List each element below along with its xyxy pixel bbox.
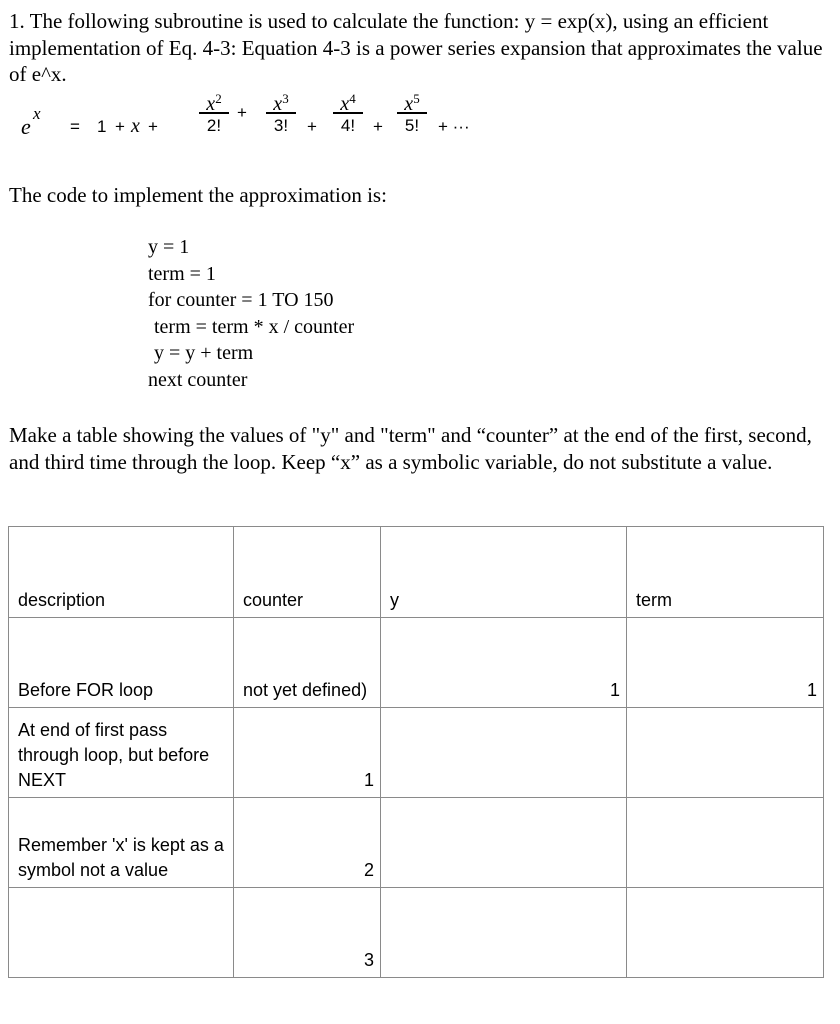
cell-description: Remember 'x' is kept as a symbol not a value: [9, 798, 234, 888]
formula-plus: +: [307, 117, 317, 136]
instructions-text: Make a table showing the values of "y" and "term" and “counter” at the end of the first, second, and third time through the loop. Keep “x” as a symbolic variable, do not substitute a value.: [9, 423, 812, 474]
formula-e: e: [21, 114, 31, 139]
question-text: 1. The following subroutine is used to calculate the function: y = exp(x), using an efficient implementation of Eq. 4-3: Equation 4-3 is a power series expansion that approximates the value of e^x.: [9, 9, 823, 86]
cell-description: [9, 888, 234, 978]
term-base: x: [340, 93, 350, 115]
term-power: 3: [282, 91, 289, 106]
cell-y[interactable]: [381, 708, 627, 798]
term-base: x: [404, 93, 414, 115]
formula-term-2: [199, 89, 229, 136]
term-power: 5: [413, 91, 420, 106]
term-base: x: [206, 93, 216, 115]
term-denominator: 4!: [340, 115, 356, 135]
cell-description: Before FOR loop: [9, 618, 234, 708]
table-row: [9, 798, 824, 888]
power-series-formula: [0, 86, 520, 166]
cell-y[interactable]: 1: [381, 618, 627, 708]
code-intro-text: The code to implement the approximation is:: [9, 183, 387, 207]
cell-counter: 2: [234, 798, 381, 888]
cell-y[interactable]: [381, 798, 627, 888]
cell-term[interactable]: 1: [627, 618, 824, 708]
cell-term[interactable]: [627, 798, 824, 888]
code-line: y = y + term: [154, 342, 254, 365]
formula-plus: +: [373, 117, 383, 136]
code-line: y = 1: [148, 236, 190, 258]
code-line: for counter = 1 TO 150: [148, 289, 334, 312]
formula-term-4: [333, 89, 363, 136]
cell-term[interactable]: [627, 888, 824, 978]
cell-counter: not yet defined): [234, 618, 381, 708]
table-row: [9, 888, 824, 978]
formula-plus: +: [148, 117, 158, 136]
cell-description: At end of first pass through loop, but before NEXT: [9, 708, 234, 798]
formula-equals: =: [70, 117, 80, 136]
header-term: term: [627, 527, 824, 618]
term-denominator: 5!: [404, 115, 420, 135]
term-denominator: 3!: [273, 115, 289, 135]
code-line: next counter: [148, 368, 248, 391]
formula-plus: +: [115, 117, 125, 136]
cell-counter: 3: [234, 888, 381, 978]
formula-e-exponent: x: [33, 104, 41, 123]
formula-one: 1: [97, 117, 107, 136]
formula-plus: +: [237, 103, 247, 122]
answer-table: [8, 526, 824, 978]
cell-counter: 1: [234, 708, 381, 798]
formula-term-3: [266, 89, 296, 136]
term-power: 2: [215, 91, 222, 106]
table-row: [9, 708, 824, 798]
term-denominator: 2!: [206, 115, 222, 135]
code-line: term = 1: [148, 262, 216, 285]
formula-ellipsis: + ···: [438, 117, 470, 136]
term-power: 4: [349, 91, 356, 106]
code-block: [148, 234, 354, 394]
header-description: description: [9, 527, 234, 618]
formula-term-5: [397, 89, 427, 136]
header-y: y: [381, 527, 627, 618]
cell-term[interactable]: [627, 708, 824, 798]
term-base: x: [273, 93, 283, 115]
code-line: term = term * x / counter: [154, 315, 355, 338]
cell-y[interactable]: [381, 888, 627, 978]
formula-x: x: [131, 115, 140, 137]
table-header-row: [9, 527, 824, 618]
table-row: [9, 618, 824, 708]
header-counter: counter: [234, 527, 381, 618]
